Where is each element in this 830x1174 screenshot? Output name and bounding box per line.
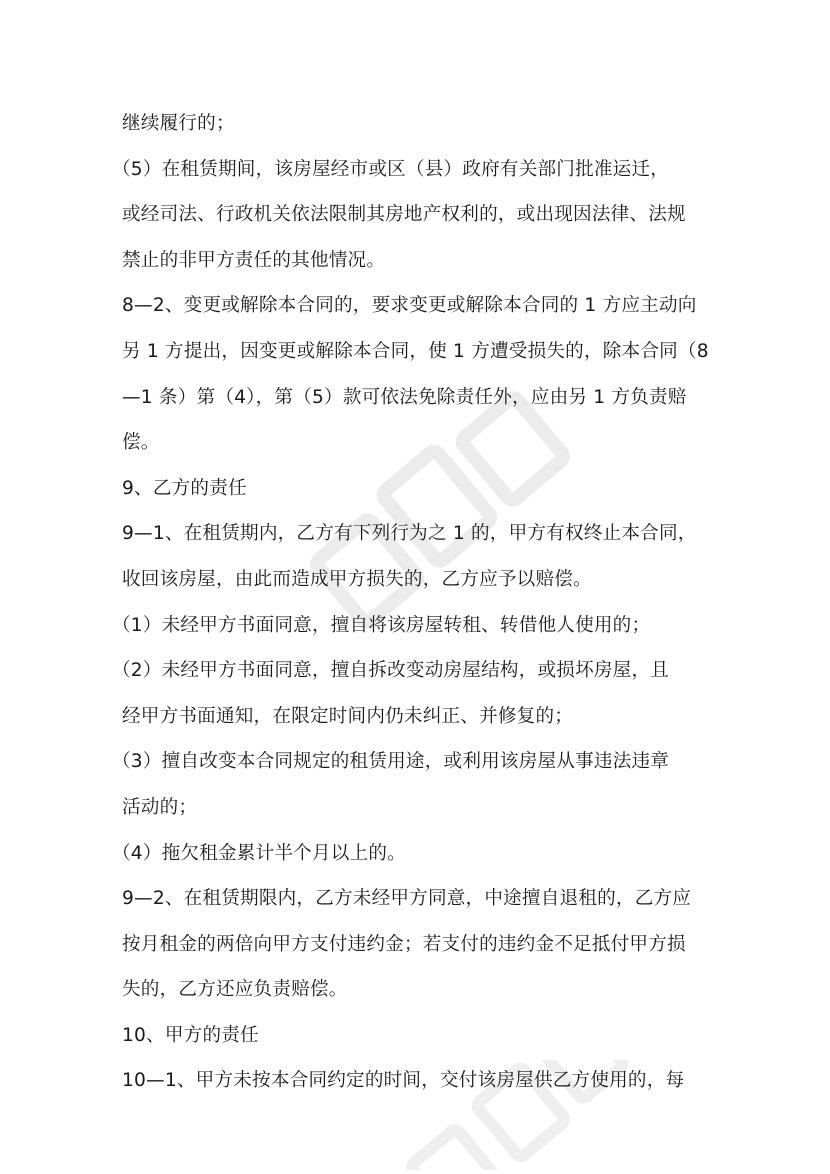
text-line: 8—2、变更或解除本合同的，要求变更或解除本合同的 1 方应主动向 [122,295,697,317]
text-line: 禁止的非甲方责任的其他情况。 [122,249,386,271]
text-line: —1 条）第（4），第（5）款可依法免除责任外，应由另 1 方负责赔 [122,386,687,408]
text-line: 10—1、甲方未按本合同约定的时间，交付该房屋供乙方使用的，每 [122,1070,685,1092]
text-line: 继续履行的； [122,113,235,134]
text-line: 偿。 [122,432,160,454]
text-line: 或经司法、行政机关依法限制其房地产权利的，或出现因法律、法规 [122,204,686,226]
text-line: 活动的； [122,796,198,818]
text-line: （2）未经甲方书面同意，擅自拆改变动房屋结构，或损坏房屋，且 [112,660,670,682]
text-line: （5）在租赁期间，该房屋经市或区（县）政府有关部门批准运迁， [112,158,670,180]
text-line: 失的，乙方还应负责赔偿。 [122,979,348,1001]
text-line: 收回该房屋，由此而造成甲方损失的，乙方应予以赔偿。 [122,568,592,590]
text-line: （1）未经甲方书面同意，擅自将该房屋转租、转借他人使用的； [112,614,651,636]
text-line: 9—2、在租赁期限内，乙方未经甲方同意，中途擅自退租的，乙方应 [122,888,692,910]
text-line: （4）拖欠租金累计半个月以上的。 [112,842,406,864]
text-line: 9—1、在租赁期内，乙方有下列行为之 1 的，甲方有权终止本合同， [122,523,697,545]
text-line: （3）擅自改变本合同规定的租赁用途，或利用该房屋从事违法违章 [112,751,670,773]
section-heading: 10、甲方的责任 [122,1024,259,1046]
document-body [112,101,722,1104]
text-line: 另 1 方提出，因变更或解除本合同，使 1 方遭受损失的，除本合同（8 [122,340,709,362]
text-line: 按月租金的两倍向甲方支付违约金；若支付的违约金不足抵付甲方损 [122,933,686,955]
section-heading: 9、乙方的责任 [122,477,247,499]
text-line: 经甲方书面通知，在限定时间内仍未纠正、并修复的； [122,705,574,727]
